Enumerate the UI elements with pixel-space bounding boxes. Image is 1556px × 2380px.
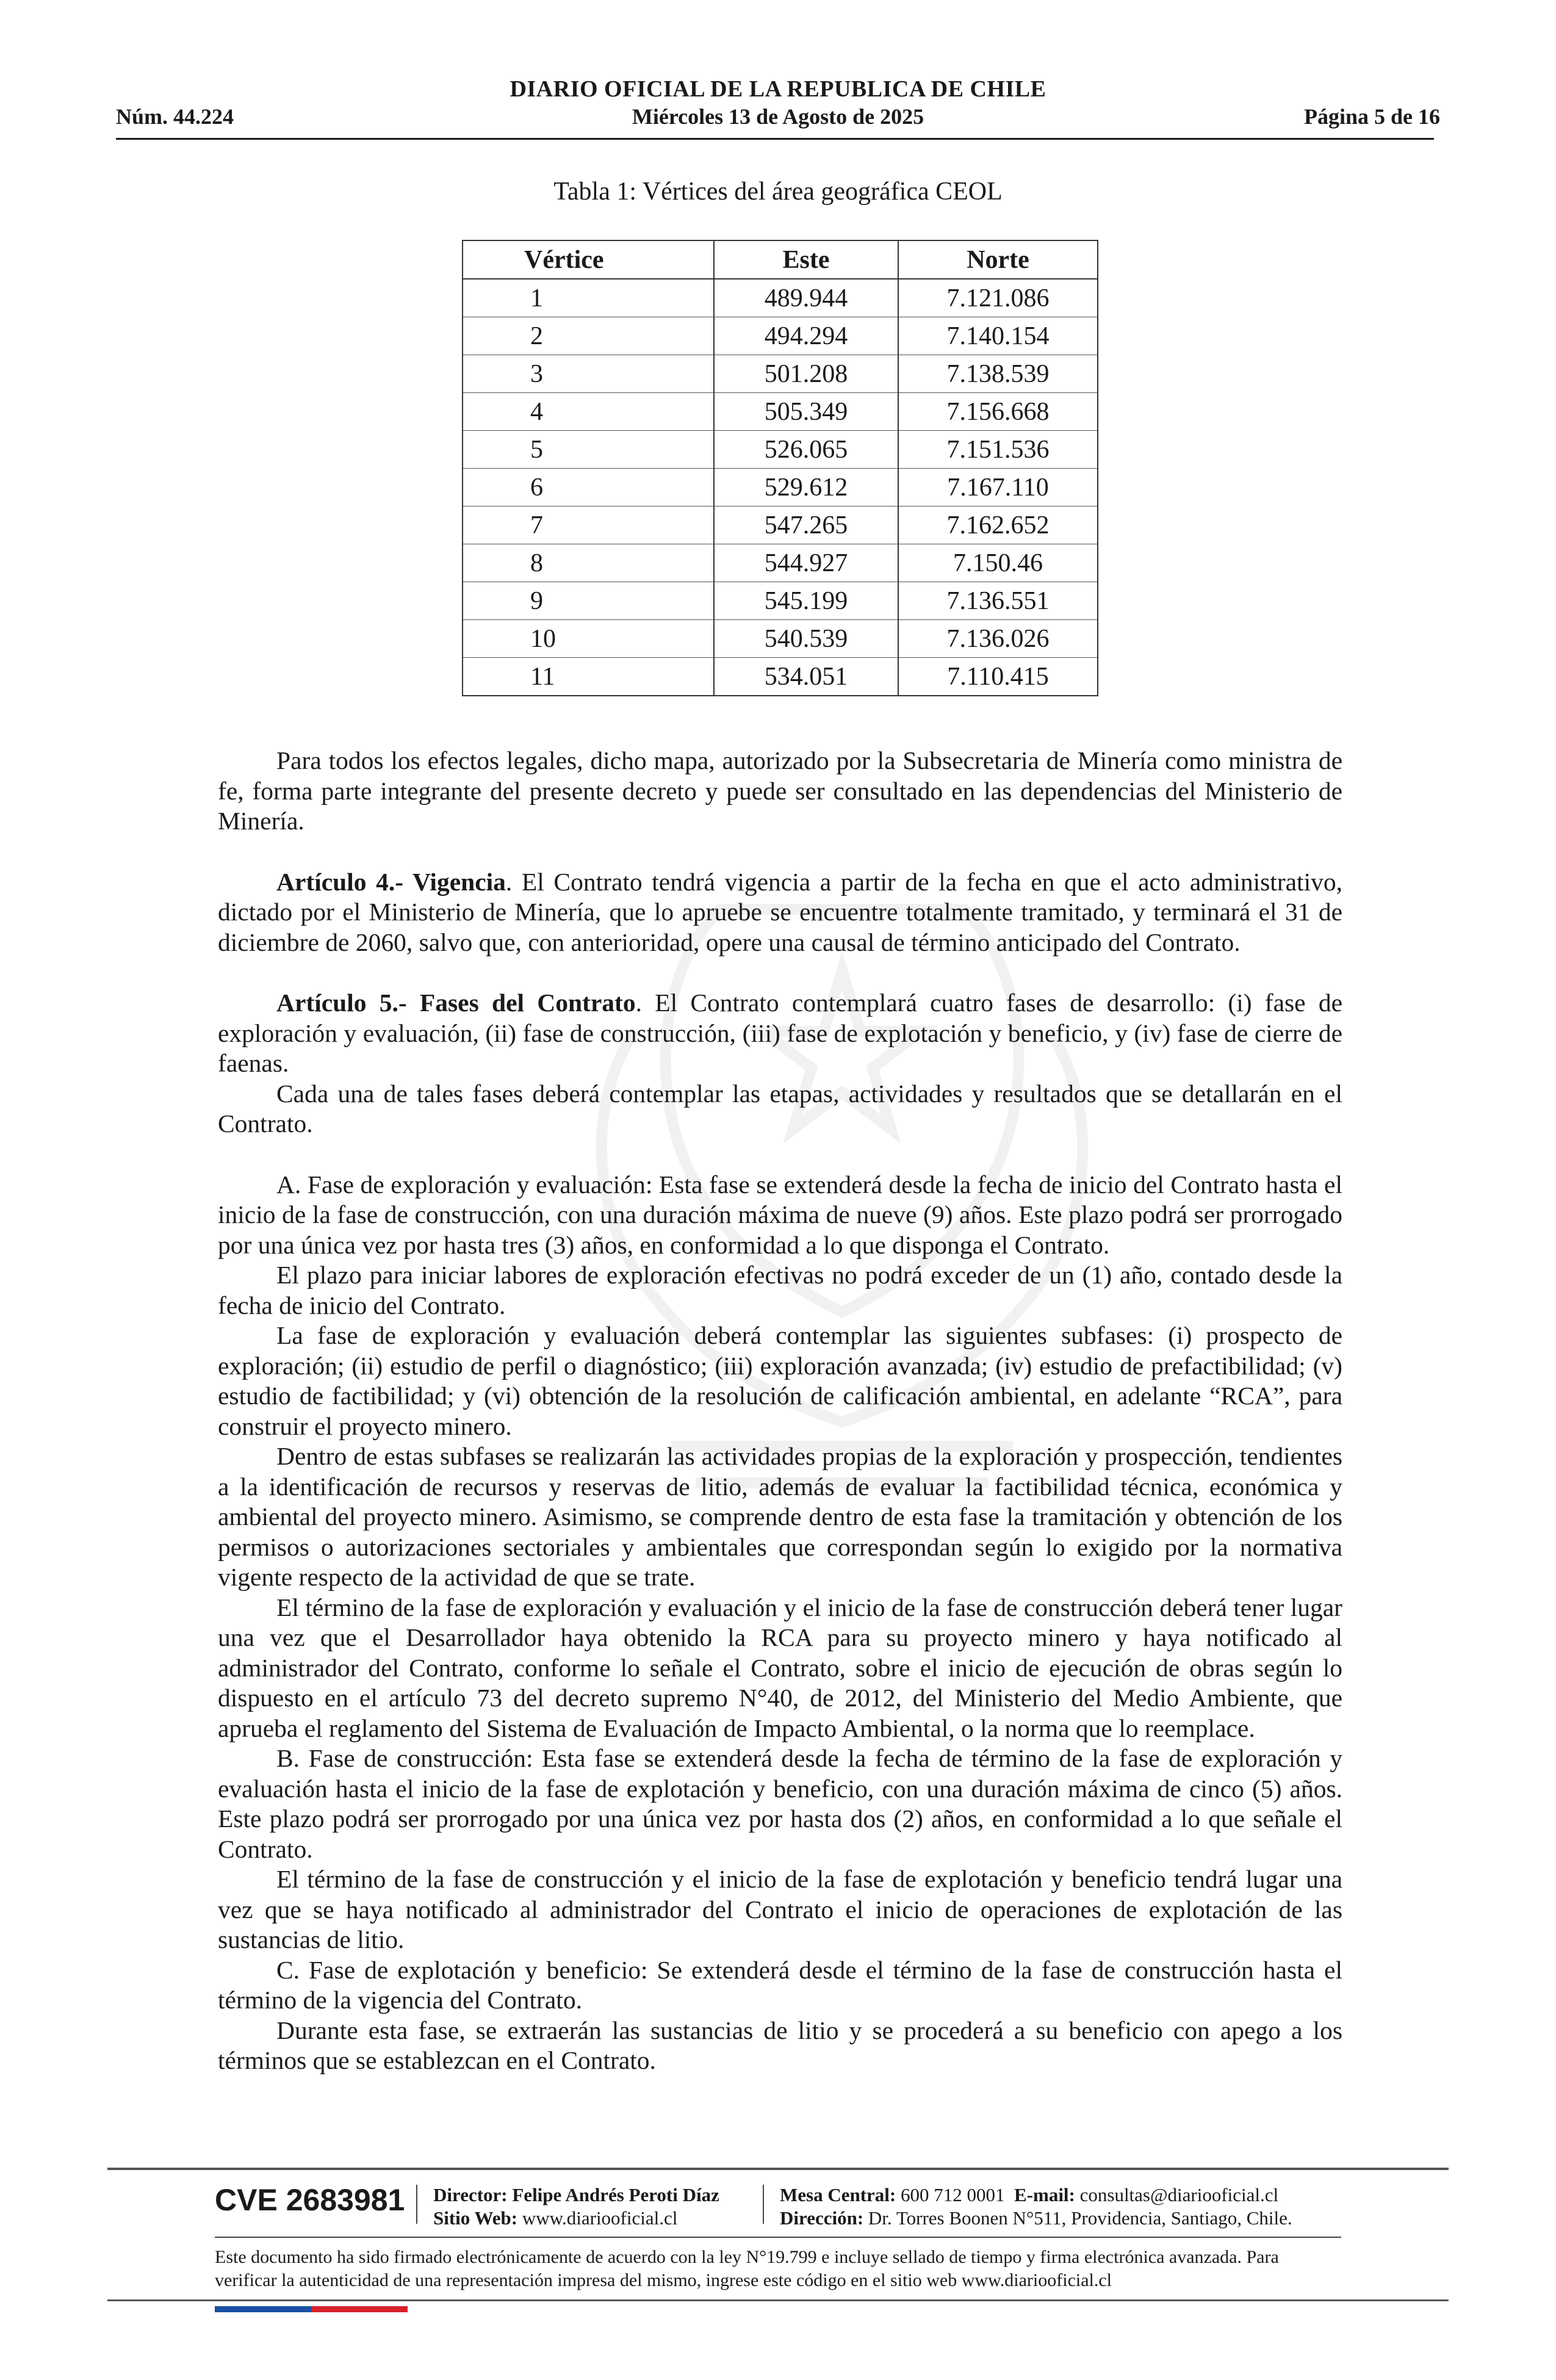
- cell-norte: 7.136.026: [898, 620, 1098, 658]
- publication-date: Miércoles 13 de Agosto de 2025: [632, 104, 924, 129]
- cell-este: 534.051: [714, 658, 898, 696]
- column-header-vertice: Vértice: [463, 240, 714, 279]
- cell-este: 489.944: [714, 279, 898, 317]
- footer-web-line: [433, 2207, 719, 2230]
- cell-vertice: 11: [463, 658, 714, 696]
- footer-legal-notice: Este documento ha sido firmado electrónicamente de acuerdo con la ley N°19.799 e incluye sellado de tiempo y firma electrónica avanzada. Para verificar la autenticidad de una representación impresa del mismo, ingrese este código en el sitio web www.diariooficial.cl: [215, 2247, 1279, 2290]
- email-label: E-mail:: [1014, 2184, 1075, 2205]
- cell-vertice: 1: [463, 279, 714, 317]
- web-label: Sitio Web:: [433, 2207, 518, 2229]
- table-caption: Tabla 1: Vértices del área geográfica CEOL: [553, 178, 1003, 206]
- paragraph-fase-a-5: El término de la fase de exploración y evaluación y el inicio de la fase de construcción deberá tener lugar una vez que el Desarrollador haya obtenido la RCA para su proyecto minero y haya notificado al administrador del Contrato, conforme lo señale el Contrato, sobre el inicio de ejecución de obras según lo dispuesto en el artículo 73 del decreto supremo N°40, de 2012, del Ministerio del Medio Ambiente, que aprueba el reglamento del Sistema de Evaluación de Impacto Ambiental, o la norma que lo reemplace.: [218, 1593, 1342, 1742]
- table-row: [463, 431, 1098, 469]
- cell-vertice: 10: [463, 620, 714, 658]
- cell-vertice: 5: [463, 431, 714, 469]
- cell-norte: 7.162.652: [898, 507, 1098, 544]
- cell-este: 529.612: [714, 469, 898, 507]
- paragraph-fase-a-1: A. Fase de exploración y evaluación: Esta fase se extenderá desde la fecha de inicio del Contrato hasta el inicio de la fase de construcción, con una duración máxima de nueve (9) años. Este plazo podrá ser prorrogado por una única vez por hasta tres (3) años, en conformidad a lo que disponga el Contrato.: [218, 1170, 1342, 1259]
- flag-red-segment: [311, 2306, 408, 2312]
- articulo-5-text: . El Contrato contemplará cuatro fases de desarrollo: (i) fase de exploración y evaluación, (ii) fase de construcción, (iii) fase de explotación y beneficio, y (iv) fase de cierre de faenas.: [218, 989, 1342, 1077]
- cell-vertice: 2: [463, 317, 714, 355]
- footer-contact-block: [780, 2183, 1292, 2230]
- web-link[interactable]: www.diariooficial.cl: [522, 2207, 678, 2229]
- articulo-5-heading: Artículo 5.- Fases del Contrato: [276, 989, 636, 1017]
- table-row: [463, 544, 1098, 582]
- cell-este: 545.199: [714, 582, 898, 620]
- table-row: [463, 469, 1098, 507]
- mesa-value: 600 712 0001: [901, 2184, 1005, 2205]
- footer-director-line: [433, 2183, 719, 2207]
- paragraph-fase-a-3: La fase de exploración y evaluación deberá contemplar las siguientes subfases: (i) prospecto de exploración; (ii) estudio de perfil o diagnóstico; (iii) exploración avanzada; (iv) estudio de prefactibilidad; (v) estudio de factibilidad; y (vi) obtención de la resolución de calificación ambiental, en adelante “RCA”, para construir el proyecto minero.: [218, 1321, 1342, 1440]
- table-row: [463, 582, 1098, 620]
- mesa-label: Mesa Central:: [780, 2184, 896, 2205]
- cell-vertice: 6: [463, 469, 714, 507]
- page-number: Página 5 de 16: [1303, 104, 1440, 129]
- cell-vertice: 3: [463, 355, 714, 393]
- publication-title: DIARIO OFICIAL DE LA REPUBLICA DE CHILE: [510, 76, 1046, 102]
- table-row: [463, 507, 1098, 544]
- paragraph-fase-c-1: C. Fase de explotación y beneficio: Se extenderá desde el término de la fase de construcción hasta el término de la vigencia del Contrato.: [218, 1955, 1342, 2014]
- footer-separator: [416, 2185, 417, 2224]
- paragraph-fase-b-1: B. Fase de construcción: Esta fase se extenderá desde la fecha de término de la fase de exploración y evaluación hasta el inicio de la fase de explotación y beneficio, con una duración máxima de cinco (5) años. Este plazo podrá ser prorrogado por una única vez por hasta dos (2) años, en conformidad a lo que señale el Contrato.: [218, 1744, 1342, 1863]
- table-header-row: [463, 240, 1098, 279]
- cell-vertice: 7: [463, 507, 714, 544]
- direccion-label: Dirección:: [780, 2207, 864, 2229]
- table-row: [463, 317, 1098, 355]
- column-header-norte: Norte: [898, 240, 1098, 279]
- paragraph-fase-a-4: Dentro de estas subfases se realizarán las actividades propias de la exploración y prospección, tendientes a la identificación de recursos y reservas de litio, además de evaluar la factibilidad técnica, económica y ambiental del proyecto minero. Asimismo, se comprende dentro de esta fase la tramitación y obtención de los permisos o autorizaciones sectoriales y ambientales que correspondan según lo exigido por la normativa vigente respecto de la actividad de que se trate.: [218, 1442, 1342, 1591]
- table-row: [463, 620, 1098, 658]
- cell-este: 540.539: [714, 620, 898, 658]
- cell-este: 505.349: [714, 393, 898, 431]
- cell-este: 547.265: [714, 507, 898, 544]
- footer-separator: [763, 2185, 764, 2224]
- cve-code: CVE 2683981: [215, 2183, 405, 2217]
- cell-vertice: 4: [463, 393, 714, 431]
- cell-norte: 7.110.415: [898, 658, 1098, 696]
- footer-divider-top: [107, 2168, 1449, 2170]
- column-header-este: Este: [714, 240, 898, 279]
- footer-director-block: [433, 2183, 719, 2230]
- paragraph-articulo-5: [218, 988, 1342, 1079]
- vertices-table: [462, 240, 1098, 696]
- paragraph-fase-a-2: El plazo para iniciar labores de exploración efectivas no podrá exceder de un (1) año, contado desde la fecha de inicio del Contrato.: [218, 1261, 1342, 1319]
- footer-address-line: [780, 2207, 1292, 2230]
- document-body: [218, 746, 1342, 2076]
- paragraph-fase-b-2: El término de la fase de construcción y el inicio de la fase de explotación y beneficio tendrá lugar una vez que se haya notificado al administrador del Contrato el inicio de operaciones de explotación de las sustancias de litio.: [218, 1865, 1342, 1953]
- header-divider: [116, 138, 1434, 140]
- cell-norte: 7.167.110: [898, 469, 1098, 507]
- cell-norte: 7.121.086: [898, 279, 1098, 317]
- table-row: [463, 355, 1098, 393]
- direccion-value: Dr. Torres Boonen N°511, Providencia, Santiago, Chile.: [868, 2207, 1292, 2229]
- paragraph-articulo-4: [218, 867, 1342, 958]
- articulo-4-text: . El Contrato tendrá vigencia a partir de la fecha en que el acto administrativo, dictado por el Ministerio de Minería, que lo apruebe se encuentre totalmente tramitado, y terminará el 31 de diciembre de 2060, salvo que, con anterioridad, opere una causal de término anticipado del Contrato.: [218, 867, 1342, 956]
- cell-este: 526.065: [714, 431, 898, 469]
- cell-norte: 7.136.551: [898, 582, 1098, 620]
- cell-vertice: 9: [463, 582, 714, 620]
- director-label: Director:: [433, 2184, 508, 2205]
- footer-contact-line: [780, 2183, 1292, 2207]
- cell-norte: 7.156.668: [898, 393, 1098, 431]
- cell-norte: 7.150.46: [898, 544, 1098, 582]
- cell-este: 544.927: [714, 544, 898, 582]
- footer-divider-bottom: [107, 2299, 1449, 2301]
- paragraph-fases: Cada una de tales fases deberá contemplar las etapas, actividades y resultados que se detallarán en el Contrato.: [218, 1079, 1342, 1138]
- cell-norte: 7.151.536: [898, 431, 1098, 469]
- paragraph-mapa: Para todos los efectos legales, dicho mapa, autorizado por la Subsecretaria de Minería como ministra de fe, forma parte integrante del presente decreto y puede ser consultado en las dependencias del Ministerio de Minería.: [218, 746, 1342, 835]
- flag-blue-segment: [215, 2306, 311, 2312]
- email-link[interactable]: consultas@diariooficial.cl: [1079, 2184, 1279, 2205]
- table-row: [463, 658, 1098, 696]
- cell-vertice: 8: [463, 544, 714, 582]
- cell-este: 494.294: [714, 317, 898, 355]
- cell-norte: 7.140.154: [898, 317, 1098, 355]
- table-row: [463, 279, 1098, 317]
- issue-number: Núm. 44.224: [116, 104, 234, 129]
- cell-este: 501.208: [714, 355, 898, 393]
- director-name: Felipe Andrés Peroti Díaz: [512, 2184, 719, 2205]
- table-row: [463, 393, 1098, 431]
- paragraph-fase-c-2: Durante esta fase, se extraerán las sustancias de litio y se procederá a su beneficio con apego a los términos que se establezcan en el Contrato.: [218, 2016, 1342, 2074]
- footer-divider-middle: [215, 2237, 1341, 2238]
- articulo-4-heading: Artículo 4.- Vigencia: [276, 867, 506, 896]
- cell-norte: 7.138.539: [898, 355, 1098, 393]
